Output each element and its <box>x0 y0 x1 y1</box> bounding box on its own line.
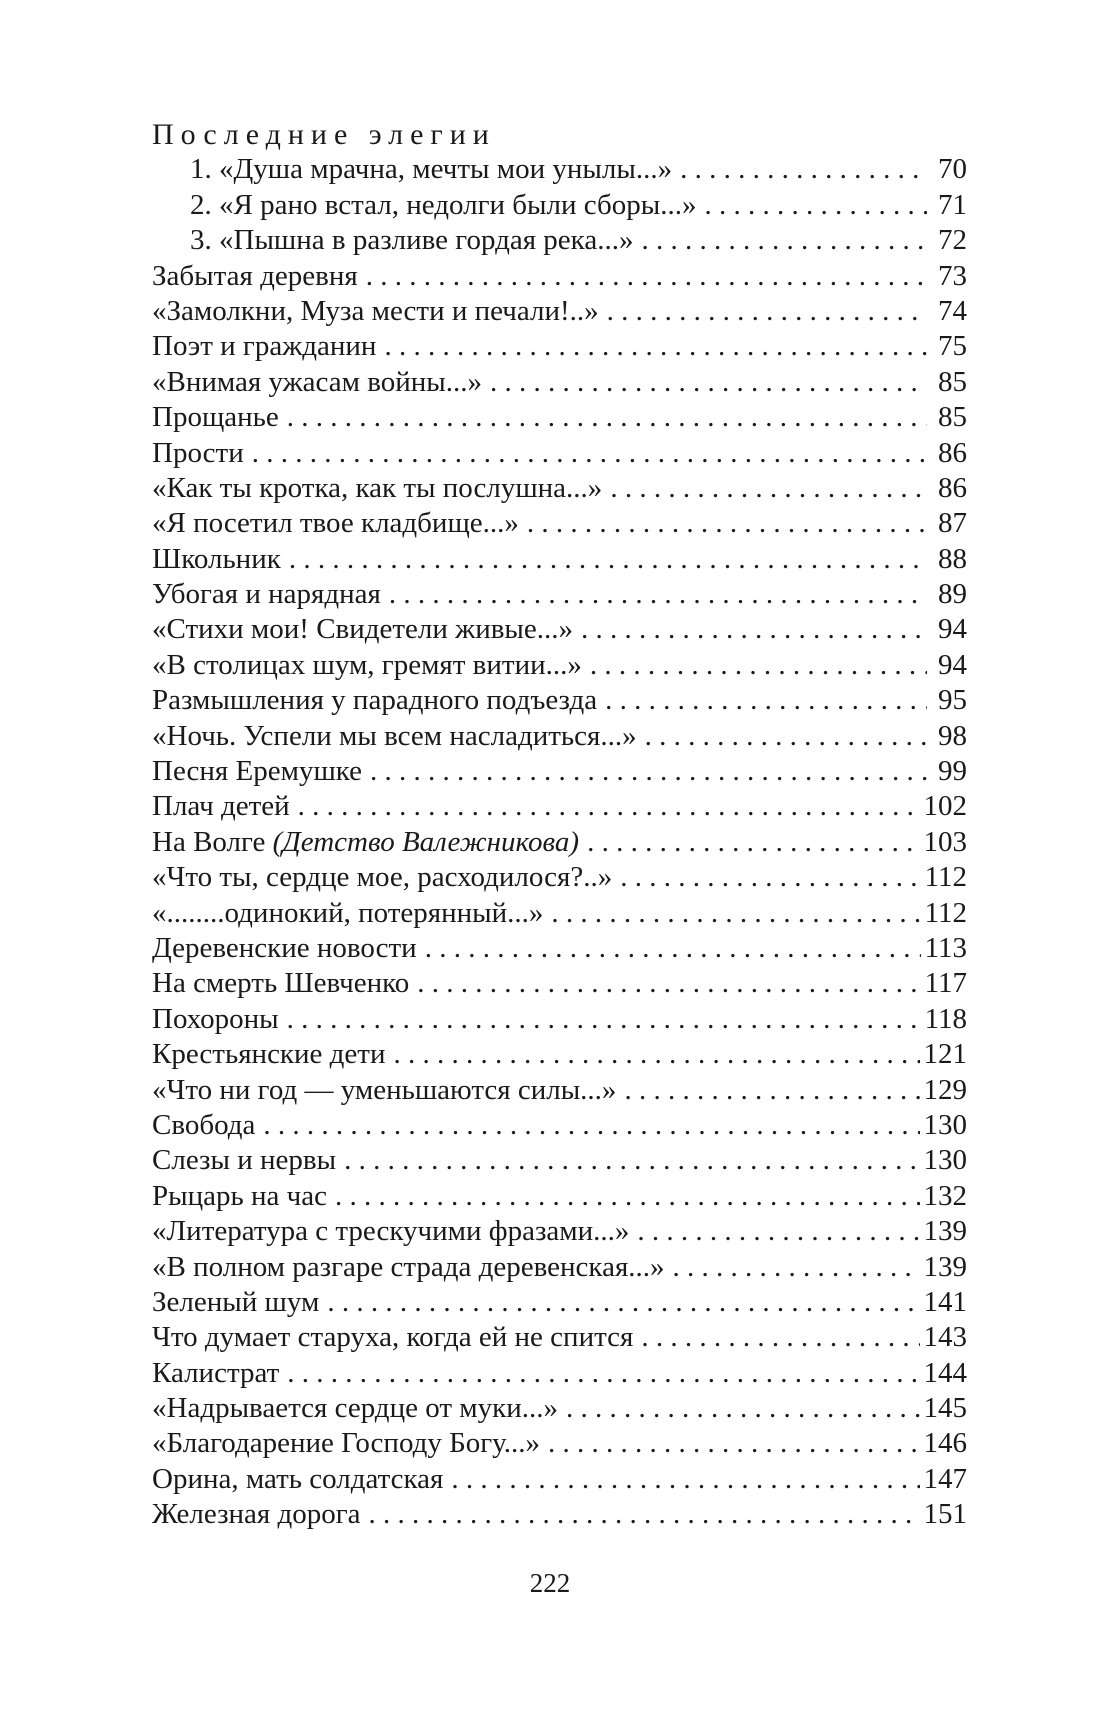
toc-entry <box>152 860 967 895</box>
entry-title <box>152 506 519 541</box>
entry-title <box>152 365 482 400</box>
entry-title-text: На смерть Шевченко <box>152 967 410 1000</box>
sub-entry-list <box>152 152 967 258</box>
toc-sub-entry <box>152 152 967 187</box>
entry-page-number: 139 <box>923 1250 967 1283</box>
dot-leader <box>394 1037 920 1072</box>
entry-title <box>152 1214 629 1249</box>
entry-title <box>152 789 290 824</box>
entry-title-text: Орина, мать солдатская <box>152 1462 444 1495</box>
dot-leader <box>590 648 927 683</box>
toc-entry <box>152 825 967 860</box>
entry-title-text: Похороны <box>152 1002 279 1035</box>
entry-title <box>152 1037 386 1072</box>
toc-entry <box>152 1462 967 1497</box>
entry-title-text: Прощанье <box>152 401 279 434</box>
toc-entry <box>152 1073 967 1108</box>
entry-title <box>152 1497 361 1532</box>
entry-page-number: 143 <box>923 1321 967 1354</box>
toc-sub-entry <box>152 223 967 258</box>
toc-entry <box>152 683 967 718</box>
toc-entry <box>152 966 967 1001</box>
page-number: 222 <box>529 1568 571 1598</box>
entry-page-number: 89 <box>938 578 967 611</box>
dot-leader <box>298 789 920 824</box>
entry-title <box>152 542 281 577</box>
dot-leader <box>607 294 927 329</box>
dot-leader <box>425 931 921 966</box>
entry-page-number: 94 <box>938 648 967 681</box>
toc-entry <box>152 577 967 612</box>
entry-title-text: «Надрывается сердце от муки...» <box>152 1392 558 1425</box>
entry-title-text: «Благодарение Господу Богу...» <box>152 1427 541 1460</box>
dot-leader <box>641 223 927 258</box>
entry-title-text: Что думает старуха, когда ей не спится <box>152 1321 634 1354</box>
entry-title-text: Слезы и нервы <box>152 1144 337 1177</box>
entry-page-number: 86 <box>938 436 967 469</box>
entry-page-number: 87 <box>938 507 967 540</box>
entry-title-text: Зеленый шум <box>152 1285 320 1318</box>
dot-leader <box>551 896 920 931</box>
entry-title <box>152 648 582 683</box>
entry-subtitle: (Детство Валежникова) <box>272 825 580 858</box>
entry-title-text: «Я посетил твое кладбище...» <box>152 507 519 540</box>
entry-title <box>152 896 543 931</box>
toc-entry <box>152 1108 967 1143</box>
toc-entry <box>152 1250 967 1285</box>
entry-title <box>152 1143 336 1178</box>
toc-entry <box>152 1426 967 1461</box>
entry-title <box>152 1179 327 1214</box>
toc-entry <box>152 436 967 471</box>
entry-title-text: Деревенские новости <box>152 932 417 964</box>
dot-leader <box>548 1426 919 1461</box>
toc-entry <box>152 259 967 294</box>
entry-title-text: «Ночь. Успели мы всем насладиться...» <box>152 719 637 752</box>
section-title: Последние элегии <box>152 118 496 151</box>
toc-entry <box>152 506 967 541</box>
entry-page-number: 75 <box>938 330 967 363</box>
entry-title-text: «Замолкни, Муза мести и печали!..» <box>152 294 599 327</box>
entry-title <box>152 329 376 364</box>
entry-title <box>152 612 573 647</box>
dot-leader <box>370 754 927 789</box>
entry-title <box>152 1250 665 1285</box>
entry-title <box>152 754 362 789</box>
entry-title-text: «Что ни год — уменьшаются силы...» <box>152 1073 617 1106</box>
entry-title <box>152 825 579 860</box>
toc-entry <box>152 1497 967 1532</box>
entry-page-number: 147 <box>923 1462 967 1495</box>
dot-leader <box>287 400 927 435</box>
dot-leader <box>287 1356 919 1391</box>
entry-title <box>152 683 597 718</box>
toc-entry <box>152 931 967 966</box>
entry-title-text: 2. «Я рано встал, недолги были сборы...» <box>190 188 697 221</box>
dot-leader <box>490 365 927 400</box>
entry-title <box>152 719 637 754</box>
entry-title <box>152 471 602 506</box>
entry-title <box>152 1073 616 1108</box>
entry-title <box>152 1356 279 1391</box>
entry-title <box>152 436 244 471</box>
toc-entry <box>152 400 967 435</box>
entry-title <box>152 294 599 329</box>
entry-list <box>152 259 967 1533</box>
dot-leader <box>327 1285 919 1320</box>
dot-leader <box>369 1497 920 1532</box>
entry-title <box>190 152 672 187</box>
toc-entry <box>152 1320 967 1355</box>
entry-title-text: Плач детей <box>152 790 290 823</box>
entry-title-text: Прости <box>152 436 244 469</box>
dot-leader <box>335 1179 920 1214</box>
toc-entry <box>152 542 967 577</box>
entry-page-number: 88 <box>938 542 967 575</box>
dot-leader <box>641 1320 919 1355</box>
entry-page-number: 117 <box>924 967 967 1000</box>
entry-page-number: 102 <box>923 790 967 823</box>
entry-page-number: 139 <box>923 1215 967 1248</box>
dot-leader <box>581 612 927 647</box>
entry-title <box>152 1002 279 1037</box>
toc-entry <box>152 1179 967 1214</box>
entry-page-number: 95 <box>938 684 967 717</box>
toc-entry <box>152 1391 967 1426</box>
toc-entry <box>152 329 967 364</box>
dot-leader <box>384 329 927 364</box>
dot-leader <box>289 542 927 577</box>
entry-page-number: 98 <box>938 719 967 752</box>
entry-page-number: 112 <box>924 896 967 929</box>
entry-title <box>152 577 381 612</box>
dot-leader <box>527 506 927 541</box>
dot-leader <box>605 683 927 718</box>
entry-title <box>152 1426 540 1461</box>
dot-leader <box>566 1391 920 1426</box>
toc-entry <box>152 365 967 400</box>
dot-leader <box>680 152 927 187</box>
toc-entry <box>152 896 967 931</box>
entry-title-text: «Что ты, сердце мое, расходилося?..» <box>152 861 613 894</box>
entry-title-text: Железная дорога <box>152 1498 361 1531</box>
entry-page-number: 103 <box>923 825 967 858</box>
entry-title-text: Крестьянские дети <box>152 1038 386 1071</box>
entry-page-number: 132 <box>923 1179 967 1212</box>
entry-title-text: Калистрат <box>152 1356 280 1389</box>
entry-page-number: 71 <box>938 188 967 221</box>
toc-entry <box>152 754 967 789</box>
entry-title <box>152 400 279 435</box>
entry-title-text: «........одинокий, потерянный...» <box>152 896 544 929</box>
entry-title <box>152 966 409 1001</box>
entry-title <box>152 1391 558 1426</box>
entry-page-number: 130 <box>923 1144 967 1177</box>
dot-leader <box>610 471 927 506</box>
dot-leader <box>451 1462 919 1497</box>
dot-leader <box>673 1250 920 1285</box>
toc-entry <box>152 1356 967 1391</box>
entry-title-text: Размышления у парадного подъезда <box>152 684 598 717</box>
entry-title-text: Забытая деревня <box>152 259 358 292</box>
entry-page-number: 118 <box>924 1002 967 1035</box>
entry-title-text: «В полном разгаре страда деревенская...» <box>152 1250 665 1283</box>
entry-title <box>152 259 358 294</box>
entry-title-text: 1. «Душа мрачна, мечты мои унылы...» <box>190 153 673 186</box>
dot-leader <box>704 188 927 223</box>
entry-page-number: 121 <box>923 1038 967 1071</box>
dot-leader <box>366 259 927 294</box>
entry-title-text: «Стихи мои! Свидетели живые...» <box>152 613 574 646</box>
entry-title-text: Убогая и нарядная <box>152 578 381 611</box>
entry-page-number: 151 <box>923 1498 967 1531</box>
entry-page-number: 113 <box>924 932 967 964</box>
entry-page-number: 74 <box>938 294 967 327</box>
toc-entry <box>152 612 967 647</box>
toc-entry <box>152 1037 967 1072</box>
toc-entry <box>152 789 967 824</box>
entry-title-text: «В столицах шум, гремят витии...» <box>152 648 582 681</box>
entry-page-number: 129 <box>923 1073 967 1106</box>
entry-page-number: 130 <box>923 1108 967 1141</box>
entry-page-number: 99 <box>938 755 967 788</box>
entry-title-text: 3. «Пышна в разливе гордая река...» <box>190 224 634 257</box>
entry-title <box>190 188 696 223</box>
entry-title <box>152 931 417 966</box>
table-of-contents <box>152 117 967 1533</box>
entry-title <box>190 223 633 258</box>
entry-page-number: 86 <box>938 471 967 504</box>
entry-page-number: 144 <box>923 1356 967 1389</box>
entry-title-text: Поэт и гражданин <box>152 330 377 363</box>
dot-leader <box>263 1108 919 1143</box>
entry-title <box>152 1108 255 1143</box>
entry-title-text: «Внимая ужасам войны...» <box>152 365 482 398</box>
toc-sub-entry <box>152 188 967 223</box>
dot-leader <box>344 1143 919 1178</box>
dot-leader <box>252 436 927 471</box>
entry-title-text: «Литература с трескучими фразами...» <box>152 1215 630 1248</box>
entry-title-text: На Волге <box>152 825 266 858</box>
dot-leader <box>417 966 920 1001</box>
toc-entry <box>152 294 967 329</box>
entry-page-number: 85 <box>938 401 967 434</box>
entry-page-number: 70 <box>938 153 967 186</box>
entry-title <box>152 1320 633 1355</box>
entry-title <box>152 1285 319 1320</box>
entry-page-number: 85 <box>938 365 967 398</box>
entry-title-text: Рыцарь на час <box>152 1179 327 1212</box>
toc-entry <box>152 1214 967 1249</box>
toc-entry <box>152 1143 967 1178</box>
dot-leader <box>637 1214 919 1249</box>
dot-leader <box>287 1002 921 1037</box>
entry-page-number: 146 <box>923 1427 967 1460</box>
entry-title-text: Песня Еремушке <box>152 755 363 788</box>
entry-page-number: 94 <box>938 613 967 646</box>
entry-title-text: Школьник <box>152 542 281 575</box>
dot-leader <box>389 577 927 612</box>
dot-leader <box>645 719 927 754</box>
toc-entry <box>152 1285 967 1320</box>
toc-entry <box>152 471 967 506</box>
dot-leader <box>624 1073 919 1108</box>
toc-entry <box>152 648 967 683</box>
entry-page-number: 72 <box>938 224 967 257</box>
entry-page-number: 141 <box>923 1285 967 1318</box>
entry-title <box>152 860 612 895</box>
toc-entry <box>152 719 967 754</box>
entry-title-text: «Как ты кротка, как ты послушна...» <box>152 471 603 504</box>
entry-title-text: Свобода <box>152 1108 256 1141</box>
dot-leader <box>620 860 920 895</box>
entry-page-number: 73 <box>938 259 967 292</box>
entry-page-number: 145 <box>923 1392 967 1425</box>
entry-title <box>152 1462 443 1497</box>
toc-entry <box>152 1002 967 1037</box>
dot-leader <box>587 825 919 860</box>
entry-page-number: 112 <box>924 861 967 894</box>
